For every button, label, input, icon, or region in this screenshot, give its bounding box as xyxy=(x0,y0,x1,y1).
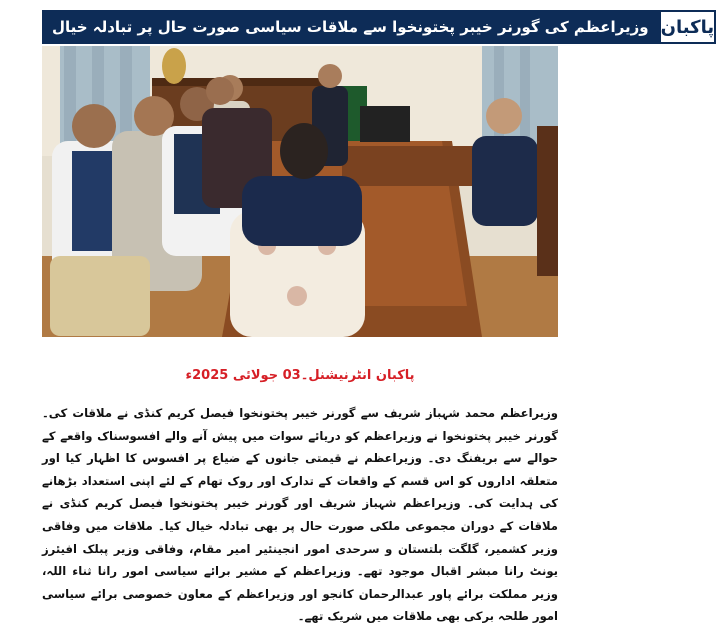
article-body: وزیراعظم محمد شہباز شریف سے گورنر خیبر پختونخوا فیصل کریم کنڈی نے ملاقات کی۔ گورنر خیبر پختونخوا نے وزیراعظم کو دریائے سوات میں پیش آنے والے افسوسناک واقعے کے حوالے سے بریفنگ دی۔ وزیراعظم نے قیمتی جانوں کے ضیاع پر افسوس کا اظہار کیا اور متعلقہ اداروں کو اس قسم کے واقعات کے تدارک اور روک تھام کے لئے اپنی استعداد بڑھانے کی ہدایت کی۔ وزیراعظم شہباز شریف اور گورنر خیبر پختونخوا فیصل کریم کنڈی نے ملاقات کے دوران مجموعی ملکی صورت حال پر بھی تبادلہ خیال کیا۔ ملاقات میں وفاقی وزیر کشمیر، گلگت بلتستان و سرحدی امور انجینئیر امیر مقام، وفاقی وزیر پبلک افیئرز یونٹ رانا مبشر اقبال موجود تھے۔ وزیراعظم کے مشیر برائے سیاسی امور رانا ثناء اللہ، وزیر مملکت برائے پاور عبدالرحمان کانجو اور وزیراعظم کے معاون خصوصی برائے سیاسی امور طلحہ برکی بھی ملاقات میں شریک تھے۔ xyxy=(42,406,558,624)
article-header xyxy=(42,10,715,44)
dateline: پاکبان انٹرنیشنل۔03 جولائی 2025ء xyxy=(185,368,415,383)
headline: وزیراعظم کی گورنر خیبر پختونخوا سے ملاقات سیاسی صورت حال پر تبادلہ خیال xyxy=(42,10,659,44)
brand-logo: پاکبان xyxy=(659,10,716,44)
meeting-photo xyxy=(42,46,558,337)
